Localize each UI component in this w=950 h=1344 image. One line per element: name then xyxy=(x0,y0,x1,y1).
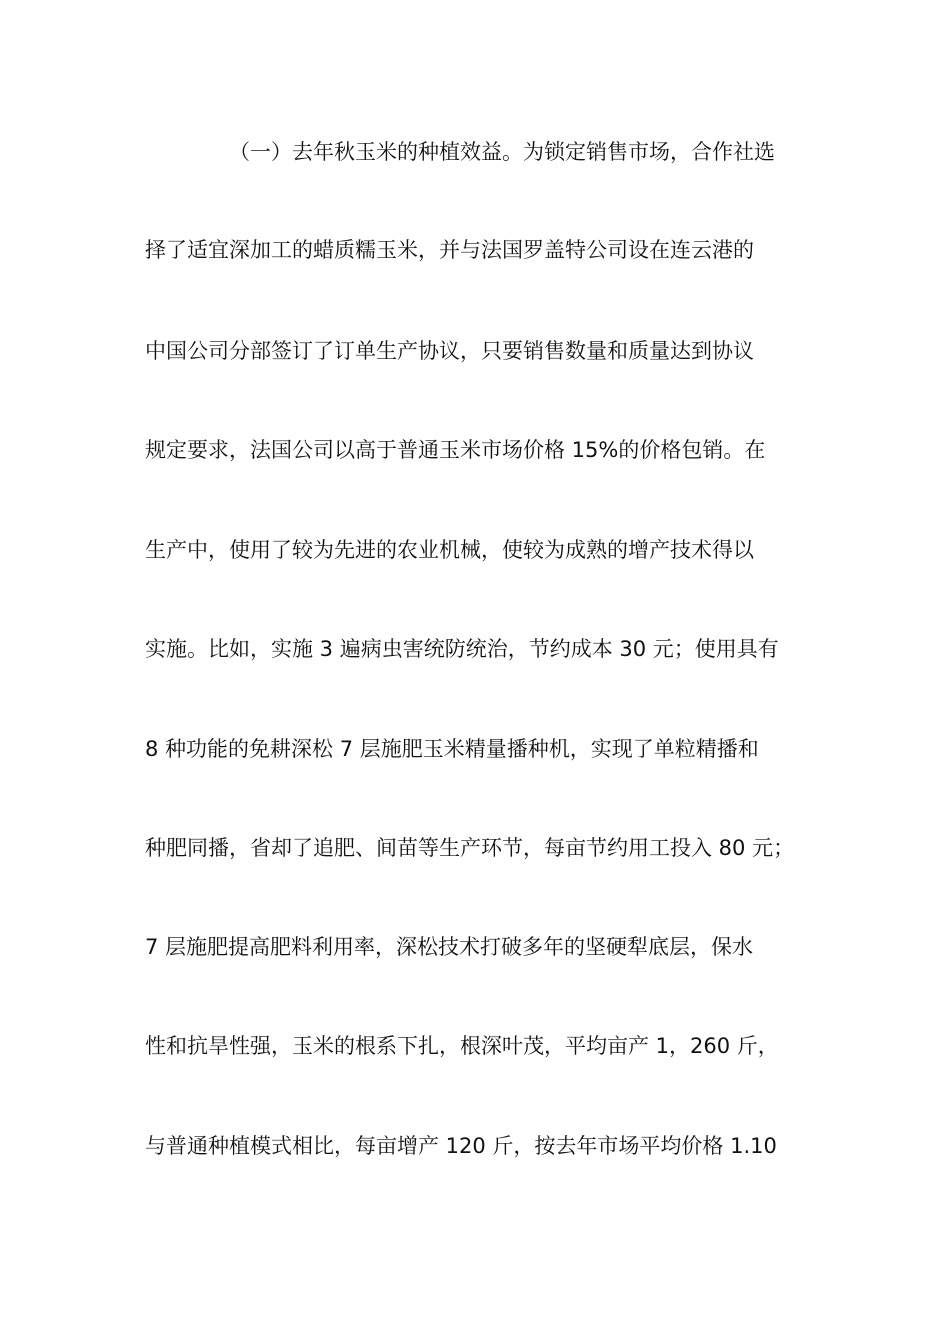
paragraph-line: （一）去年秋玉米的种植效益。为锁定销售市场，合作社选 xyxy=(229,140,775,164)
paragraph-line: 7 层施肥提高肥料利用率，深松技术打破多年的坚硬犁底层，保水 xyxy=(145,935,754,959)
paragraph-line: 生产中，使用了较为先进的农业机械，使较为成熟的增产技术得以 xyxy=(145,538,754,562)
paragraph-line: 实施。比如，实施 3 遍病虫害统防统治，节约成本 30 元；使用具有 xyxy=(145,637,779,661)
paragraph-line: 性和抗旱性强，玉米的根系下扎，根深叶茂，平均亩产 1，260 斤， xyxy=(145,1034,779,1058)
paragraph-line: 择了适宜深加工的蜡质糯玉米，并与法国罗盖特公司设在连云港的 xyxy=(145,238,754,262)
paragraph-line: 中国公司分部签订了订单生产协议，只要销售数量和质量达到协议 xyxy=(145,339,754,363)
paragraph-line: 规定要求，法国公司以高于普通玉米市场价格 15%的价格包销。在 xyxy=(145,438,766,462)
paragraph-line: 与普通种植模式相比，每亩增产 120 斤，按去年市场平均价格 1.10 xyxy=(145,1134,777,1158)
paragraph-line: 8 种功能的免耕深松 7 层施肥玉米精量播种机，实现了单粒精播和 xyxy=(145,737,759,761)
paragraph-line: 种肥同播，省却了追肥、间苗等生产环节，每亩节约用工投入 80 元； xyxy=(145,836,795,860)
